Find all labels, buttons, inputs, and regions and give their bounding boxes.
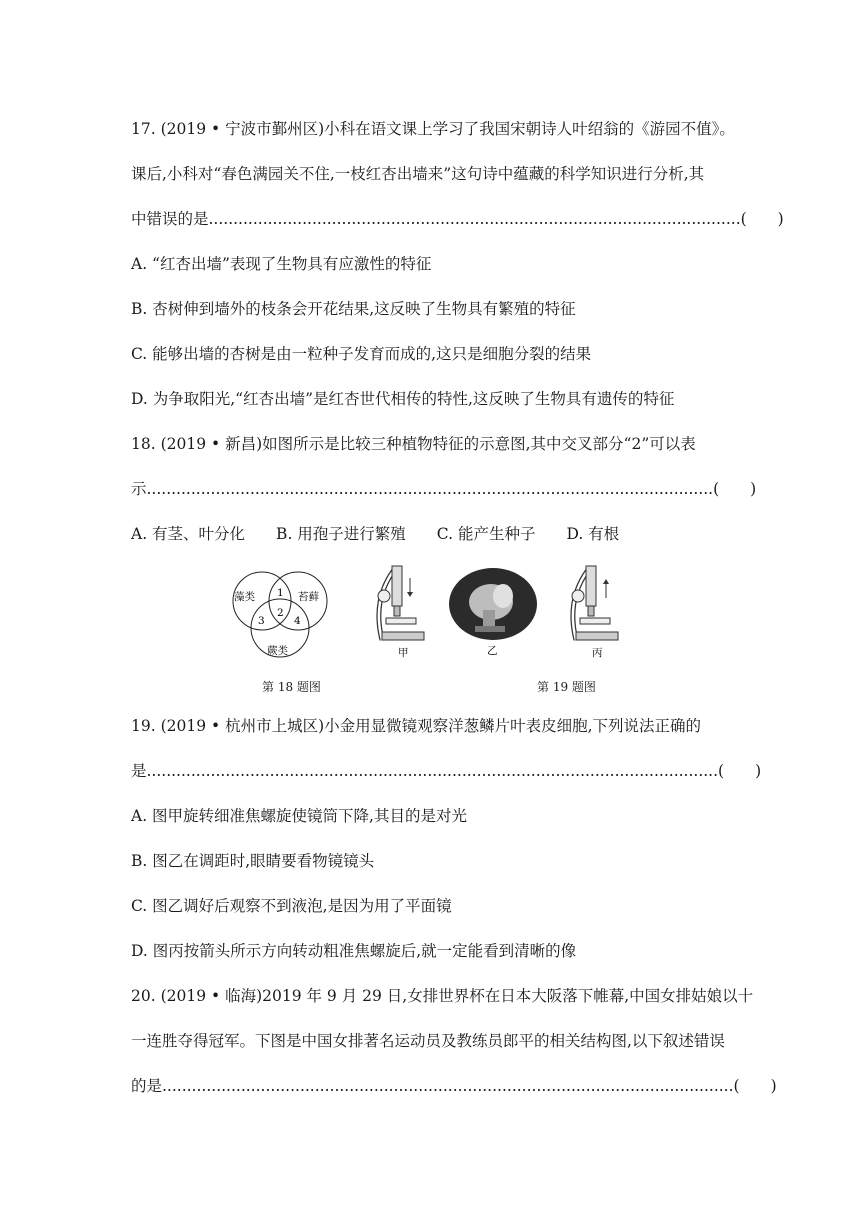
- q20-stem-line1: 20. (2019 • 临海)2019 年 9 月 29 日,女排世界杯在日本大阪落下帷幕,中国女排姑娘以十: [131, 987, 754, 1005]
- venn-diagram: [226, 568, 336, 663]
- q20-stem-line3: 的是....................................................................................................................( ): [131, 1077, 777, 1095]
- q18-options: A. 有茎、叶分化 B. 用孢子进行繁殖 C. 能产生种子 D. 有根: [131, 525, 620, 543]
- q19-option-a: A. 图甲旋转细准焦螺旋使镜筒下降,其目的是对光: [131, 807, 467, 825]
- q17-stem-line3: 中错误的是............................................................................................................( ): [131, 210, 784, 228]
- micro-label-bing: 丙: [592, 647, 603, 659]
- q17-stem-line2: 课后,小科对“春色满园关不住,一枝红杏出墙来”这句诗中蕴藏的科学知识进行分析,其: [131, 165, 705, 183]
- q20-stem-line2: 一连胜夺得冠军。下图是中国女排著名运动员及教练员郎平的相关结构图,以下叙述错误: [131, 1032, 725, 1050]
- q18-stem-line2: 示...................................................................................................................( ): [131, 480, 757, 498]
- micro-label-jia: 甲: [398, 647, 409, 659]
- microscope-bing-figure: [564, 560, 634, 660]
- venn-label-algae: 藻类: [234, 591, 255, 603]
- q17-stem-line1: 17. (2019 • 宁波市鄞州区)小科在语文课上学习了我国宋朝诗人叶绍翁的《游园不值》。: [131, 120, 735, 138]
- venn-label-fern: 蕨类: [267, 645, 288, 657]
- q17-option-a: A. “红杏出墙”表现了生物具有应激性的特征: [131, 255, 432, 273]
- q19-stem-line2: 是....................................................................................................................( ): [131, 762, 762, 780]
- figure-19-caption: 第 19 题图: [537, 680, 596, 694]
- microscope-yi-photo: [447, 566, 539, 656]
- q17-option-c: C. 能够出墙的杏树是由一粒种子发育而成的,这只是细胞分裂的结果: [131, 345, 592, 363]
- q17-option-d: D. 为争取阳光,“红杏出墙”是红杏世代相传的特性,这反映了生物具有遗传的特征: [131, 390, 675, 408]
- q19-stem-line1: 19. (2019 • 杭州市上城区)小金用显微镜观察洋葱鳞片叶表皮细胞,下列说法正确的: [131, 717, 702, 735]
- q19-option-d: D. 图丙按箭头所示方向转动粗准焦螺旋后,就一定能看到清晰的像: [131, 942, 577, 960]
- micro-label-yi: 乙: [487, 645, 498, 656]
- q18-stem-line1: 18. (2019 • 新昌)如图所示是比较三种植物特征的示意图,其中交叉部分“2”可以表: [131, 435, 696, 453]
- venn-region-4: 4: [294, 615, 301, 627]
- venn-region-2: 2: [277, 607, 284, 619]
- figure-18-caption: 第 18 题图: [262, 680, 321, 694]
- q19-option-c: C. 图乙调好后观察不到液泡,是因为用了平面镜: [131, 897, 452, 915]
- microscope-jia-figure: [370, 560, 440, 660]
- q17-option-b: B. 杏树伸到墙外的枝条会开花结果,这反映了生物具有繁殖的特征: [131, 300, 576, 318]
- venn-label-moss: 苔藓: [298, 591, 319, 603]
- q19-option-b: B. 图乙在调距时,眼睛要看物镜镜头: [131, 852, 375, 870]
- venn-region-1: 1: [277, 587, 284, 599]
- venn-region-3: 3: [258, 615, 265, 627]
